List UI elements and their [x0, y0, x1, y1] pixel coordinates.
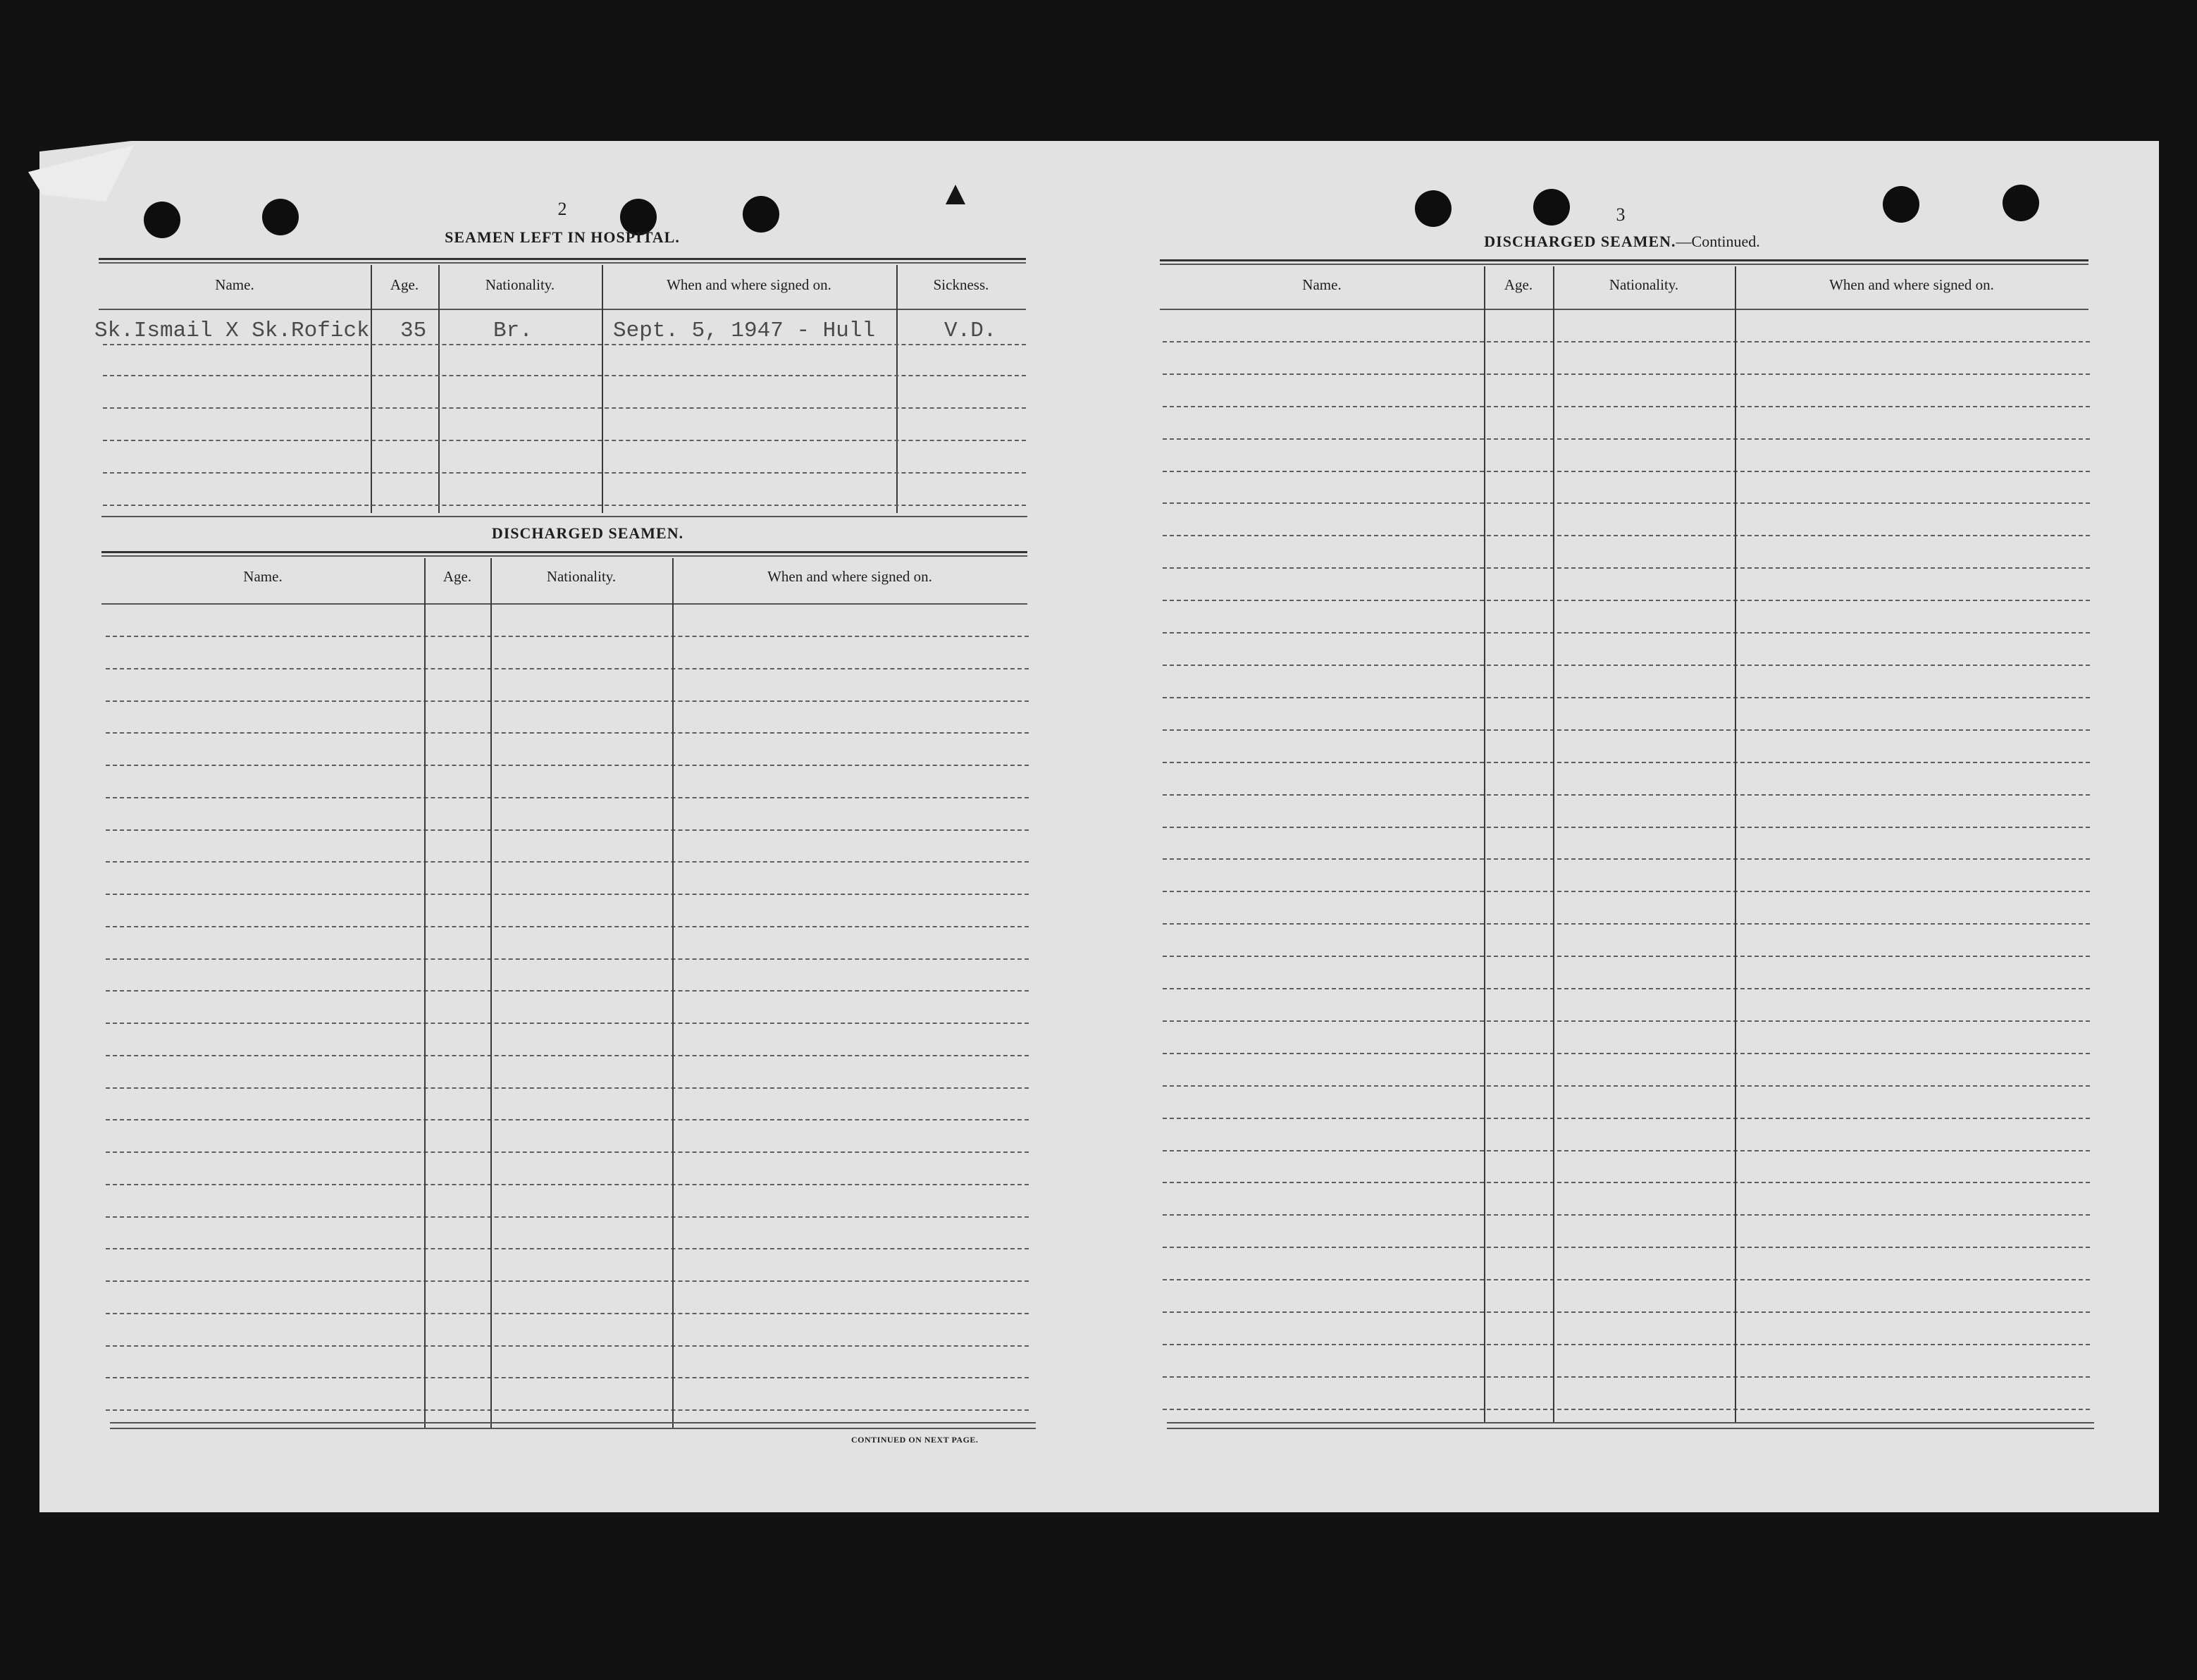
hospital-entry-age: 35 [400, 319, 427, 343]
entry-line [1163, 956, 2090, 957]
column-header-age: Age. [390, 276, 419, 293]
column-header-nationality: Nationality. [546, 568, 617, 585]
entry-line [1163, 923, 2090, 925]
entry-line [106, 894, 1029, 895]
entry-line [1163, 1118, 2090, 1119]
entry-line [1163, 567, 2090, 569]
entry-line [106, 700, 1029, 702]
entry-line [1163, 827, 2090, 828]
entry-line [106, 829, 1029, 831]
bottom-rule [1167, 1422, 2094, 1423]
entry-line [1163, 1279, 2090, 1280]
entry-line [106, 1216, 1029, 1218]
entry-line [1163, 1085, 2090, 1087]
column-header-age: Age. [1504, 276, 1533, 293]
entry-line [103, 472, 1026, 474]
entry-line [1163, 438, 2090, 440]
hospital-entry-name: Sk.Ismail X Sk.Rofick [94, 319, 370, 343]
punch-hole [1883, 186, 1919, 223]
column-header-signed-on: When and where signed on. [667, 276, 831, 293]
entry-line [106, 1151, 1029, 1153]
column-divider [371, 265, 372, 513]
column-header-name: Name. [1302, 276, 1342, 293]
page-number-right: 3 [1616, 204, 1626, 225]
entry-line [106, 1087, 1029, 1089]
column-header-name: Name. [243, 568, 283, 585]
entry-line [1163, 665, 2090, 666]
entry-line [1163, 1182, 2090, 1183]
continued-suffix: —Continued. [1676, 233, 1760, 250]
column-divider [438, 265, 440, 513]
column-divider [602, 265, 603, 513]
entry-line [1163, 988, 2090, 989]
hospital-top-rule [99, 262, 1026, 264]
discharged-continued-title [1439, 233, 1805, 251]
column-divider [424, 558, 426, 1428]
entry-line [103, 407, 1026, 409]
column-header-age: Age. [443, 568, 472, 585]
entry-line [103, 375, 1026, 376]
punch-hole [1415, 190, 1452, 227]
header-underline [99, 309, 1026, 310]
entry-line [1163, 406, 2090, 407]
entry-line [1163, 729, 2090, 731]
page-number-left: 2 [557, 199, 567, 219]
discharged-top-rule [1160, 259, 2088, 261]
entry-line [106, 1345, 1029, 1347]
entry-line [106, 797, 1029, 798]
entry-line [106, 1280, 1029, 1282]
entry-line [1163, 1344, 2090, 1345]
hospital-entry-nationality: Br. [493, 319, 533, 343]
tab-marker [946, 185, 965, 204]
entry-line [1163, 1376, 2090, 1378]
entry-line [1163, 1053, 2090, 1054]
entry-line [1163, 471, 2090, 472]
entry-line [1163, 1409, 2090, 1410]
column-divider [896, 265, 898, 513]
entry-line [103, 344, 1026, 345]
punch-hole [2003, 185, 2039, 221]
entry-line [106, 1119, 1029, 1120]
entry-line [106, 765, 1029, 766]
continued-note: CONTINUED ON NEXT PAGE. [851, 1435, 979, 1445]
entry-line [1163, 535, 2090, 536]
section-divider [101, 516, 1027, 517]
bottom-rule [110, 1428, 1036, 1429]
column-divider [1484, 266, 1485, 1422]
entry-line [106, 1023, 1029, 1024]
discharged-continued-title-text: DISCHARGED SEAMEN. [1484, 233, 1676, 250]
header-underline [101, 603, 1027, 605]
column-divider [1735, 266, 1736, 1422]
entry-line [106, 732, 1029, 734]
discharged-top-rule [101, 551, 1027, 553]
entry-line [1163, 1247, 2090, 1248]
punch-hole [262, 199, 299, 235]
entry-line [106, 926, 1029, 927]
entry-line [106, 958, 1029, 960]
entry-line [1163, 858, 2090, 860]
discharged-top-rule [101, 555, 1027, 557]
column-header-signed-on: When and where signed on. [767, 568, 932, 585]
hospital-section-title: SEAMEN LEFT IN HOSPITAL. [445, 228, 680, 246]
column-divider [490, 558, 492, 1428]
entry-line [1163, 502, 2090, 504]
punch-hole [144, 202, 180, 238]
discharged-section-title: DISCHARGED SEAMEN. [491, 524, 684, 542]
entry-line [106, 990, 1029, 992]
bottom-rule [1167, 1428, 2094, 1429]
entry-line [106, 1313, 1029, 1314]
entry-line [1163, 632, 2090, 634]
hospital-top-rule [99, 258, 1026, 260]
column-divider [1553, 266, 1554, 1422]
discharged-top-rule [1160, 264, 2088, 265]
entry-line [1163, 600, 2090, 601]
header-underline [1160, 309, 2088, 310]
entry-line [103, 505, 1026, 506]
entry-line [106, 1377, 1029, 1378]
entry-line [106, 1055, 1029, 1056]
entry-line [1163, 794, 2090, 796]
column-header-sickness: Sickness. [933, 276, 989, 293]
column-divider [672, 558, 674, 1428]
entry-line [1163, 1150, 2090, 1151]
bottom-rule [110, 1422, 1036, 1423]
column-header-name: Name. [215, 276, 254, 293]
entry-line [1163, 762, 2090, 763]
hospital-entry-sickness: V.D. [944, 319, 997, 343]
entry-line [1163, 697, 2090, 698]
punch-hole [1533, 189, 1570, 226]
entry-line [106, 861, 1029, 863]
entry-line [106, 1248, 1029, 1249]
column-header-nationality: Nationality. [1609, 276, 1679, 293]
entry-line [1163, 891, 2090, 892]
entry-line [1163, 373, 2090, 375]
punch-hole [743, 196, 779, 233]
entry-line [1163, 341, 2090, 342]
entry-line [1163, 1020, 2090, 1022]
entry-line [106, 1184, 1029, 1185]
column-header-signed-on: When and where signed on. [1829, 276, 1994, 293]
entry-line [1163, 1214, 2090, 1216]
entry-line [106, 1409, 1029, 1411]
entry-line [1163, 1311, 2090, 1313]
entry-line [103, 440, 1026, 441]
hospital-entry-signed-on: Sept. 5, 1947 - Hull [613, 319, 876, 343]
entry-line [106, 668, 1029, 669]
column-header-nationality: Nationality. [485, 276, 555, 293]
entry-line [106, 636, 1029, 637]
